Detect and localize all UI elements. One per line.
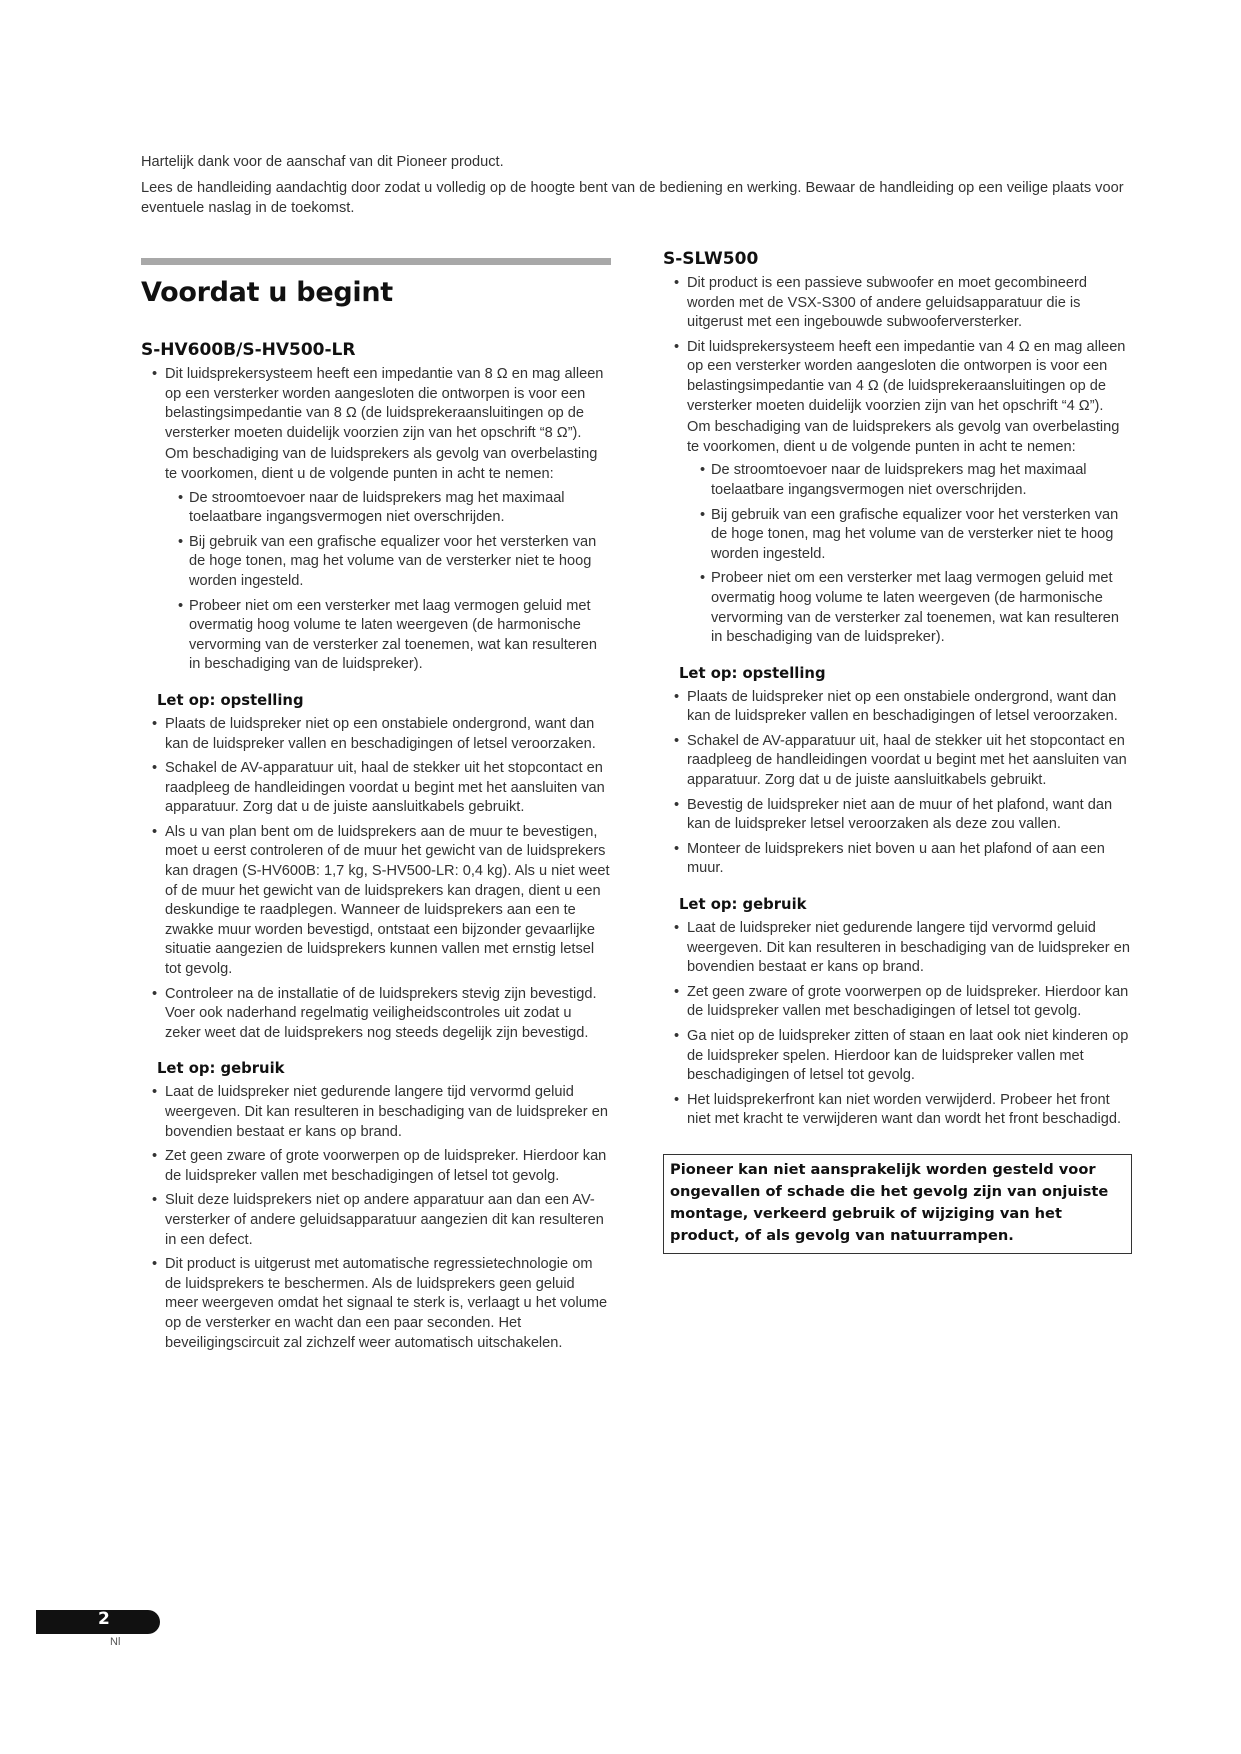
impedance-text: Dit luidsprekersysteem heeft een impedantie van 8 Ω en mag alleen op een versterker worden aangesloten die ontworpen is voor een belastingsimpedantie van 8 Ω (de luidsprekeraansluitingen op de versterker moeten duidelijk voorzien zijn van het opschrift “8 Ω”). xyxy=(165,366,604,441)
model-title-right: S-SLW500 xyxy=(663,249,759,269)
list-item: • Probeer niet om een versterker met laag vermogen geluid met overmatig hoog volume te laten weergeven (de harmonische vervorming van de versterker zal toenemen, wat kan resulteren in beschadiging van de luidspreker). xyxy=(149,597,611,675)
list-item: • Het luidsprekerfront kan niet worden verwijderd. Probeer het front niet met kracht te verwijderen want dan wordt het front beschadigd. xyxy=(663,1091,1133,1130)
list-item: • Plaats de luidspreker niet op een onstabiele ondergrond, want dan kan de luidspreker vallen en beschadigingen of letsel veroorzaken. xyxy=(663,688,1133,727)
overload-list xyxy=(671,461,1133,647)
liability-warning-box: Pioneer kan niet aansprakelijk worden gesteld voor ongevallen of schade die het gevolg zijn van onjuiste montage, verkeerd gebruik of wijziging van het product, of als gevolg van natuurrampen. xyxy=(663,1154,1132,1254)
list-item: • Controleer na de installatie of de luidsprekers stevig zijn bevestigd. Voer ook naderhand regelmatig veiligheidscontroles uit zodat u zeker weet dat de luidsprekers nog steeds degelijk zijn bevestigd. xyxy=(141,985,611,1044)
use-list-right xyxy=(663,919,1133,1130)
list-item: • Schakel de AV-apparatuur uit, haal de stekker uit het stopcontact en raadpleeg de handleidingen voordat u begint met het aansluiten van apparatuur. Zorg dat u de juiste aansluitkabels gebruikt. xyxy=(663,732,1133,791)
impedance-text: Dit luidsprekersysteem heeft een impedantie van 4 Ω en mag alleen op een versterker worden aangesloten die ontworpen is voor een belastingsimpedantie van 4 Ω (de luidsprekeraansluitingen op de versterker moeten duidelijk voorzien zijn van het opschrift “4 Ω”). xyxy=(687,338,1126,414)
intro-thanks: Hartelijk dank voor de aanschaf van dit Pioneer product. xyxy=(141,154,504,170)
list-item: • Monteer de luidsprekers niet boven u aan het plafond of aan een muur. xyxy=(663,840,1133,879)
overload-intro: Om beschadiging van de luidsprekers als gevolg van overbelasting te voorkomen, dient u de volgende punten in acht te nemen: xyxy=(687,419,1120,455)
right-intro-list xyxy=(663,274,1133,648)
right-column xyxy=(663,248,1133,1254)
list-item: • Laat de luidspreker niet gedurende langere tijd vervormd geluid weergeven. Dit kan resulteren in beschadiging van de luidspreker en bovendien bestaat er kans op brand. xyxy=(141,1083,611,1142)
list-item: • Laat de luidspreker niet gedurende langere tijd vervormd geluid weergeven. Dit kan resulteren in beschadiging van de luidspreker en bovendien bestaat er kans op brand. xyxy=(663,919,1133,978)
list-item: • Zet geen zware of grote voorwerpen op de luidspreker. Hierdoor kan de luidspreker vallen met beschadigingen of letsel tot gevolg. xyxy=(141,1147,611,1186)
page-number: 2 xyxy=(98,1609,110,1629)
list-item: • Bij gebruik van een grafische equalizer voor het versterken van de hoge tonen, mag het volume van de versterker niet te hoog worden ingesteld. xyxy=(149,533,611,592)
list-item: • Bevestig de luidspreker niet aan de muur of het plafond, want dan kan de luidspreker letsel veroorzaken als deze zou vallen. xyxy=(663,796,1133,835)
setup-heading-left: Let op: opstelling xyxy=(157,691,304,709)
list-item: • Dit product is een passieve subwoofer en moet gecombineerd worden met de VSX-S300 of andere geluidsapparatuur die is uitgerust met een ingebouwde subwooferversterker. xyxy=(663,274,1133,333)
left-intro-list xyxy=(141,365,611,675)
list-item: • Ga niet op de luidspreker zitten of staan en laat ook niet kinderen op de luidspreker spelen. Hierdoor kan de luidspreker vallen met beschadigingen of letsel tot gevolg. xyxy=(663,1027,1133,1086)
list-item xyxy=(141,365,611,675)
setup-heading-right: Let op: opstelling xyxy=(679,664,826,682)
list-item: • Dit product is uitgerust met automatische regressietechnologie om de luidsprekers te beschermen. Als de luidsprekers geen geluid meer weergeven omdat het signaal te sterk is, verlaagt u het volume op de versterker en wacht dan een paar seconden. Het beveiligingscircuit zal zichzelf weer automatisch uitschakelen. xyxy=(141,1255,611,1353)
use-heading-left: Let op: gebruik xyxy=(157,1060,285,1078)
list-item: • Als u van plan bent om de luidsprekers aan de muur te bevestigen, moet u eerst controleren of de muur het gewicht van de luidsprekers kan dragen (S-HV600B: 1,7 kg, S-HV500-LR: 0,4 kg). Als u niet weet of de muur het gewicht van de luidsprekers kan dragen, dient u een deskundige te raadplegen. Wanneer de luidsprekers aan een te zwakke muur worden bevestigd, ontstaat een bijzonder gevaarlijke situatie aangezien de luidsprekers kunnen vallen met ernstig letsel tot gevolg. xyxy=(141,823,611,980)
list-item xyxy=(663,338,1133,648)
overload-list xyxy=(149,489,611,675)
setup-list-left xyxy=(141,715,611,1044)
use-list-left xyxy=(141,1083,611,1353)
use-heading-right: Let op: gebruik xyxy=(679,896,807,914)
model-title-left: S-HV600B/S-HV500-LR xyxy=(141,340,356,360)
list-item: • Bij gebruik van een grafische equalizer voor het versterken van de hoge tonen, mag het volume van de versterker niet te hoog worden ingesteld. xyxy=(671,506,1133,565)
intro xyxy=(141,152,1131,224)
list-item: • De stroomtoevoer naar de luidsprekers mag het maximaal toelaatbare ingangsvermogen niet overschrijden. xyxy=(671,461,1133,500)
overload-intro: Om beschadiging van de luidsprekers als gevolg van overbelasting te voorkomen, dient u de volgende punten in acht te nemen: xyxy=(165,446,598,482)
list-item: • Zet geen zware of grote voorwerpen op de luidspreker. Hierdoor kan de luidspreker vallen met beschadigingen of letsel tot gevolg. xyxy=(663,983,1133,1022)
setup-list-right xyxy=(663,688,1133,879)
list-item: • Plaats de luidspreker niet op een onstabiele ondergrond, want dan kan de luidspreker vallen en beschadigingen of letsel veroorzaken. xyxy=(141,715,611,754)
list-item: • Sluit deze luidsprekers niet op andere apparatuur aan dan een AV-versterker of andere geluidsapparatuur aangezien dit kan resulteren in een defect. xyxy=(141,1191,611,1250)
section-divider xyxy=(141,258,611,265)
page-language: Nl xyxy=(110,1636,121,1648)
list-item: • De stroomtoevoer naar de luidsprekers mag het maximaal toelaatbare ingangsvermogen niet overschrijden. xyxy=(149,489,611,528)
left-column xyxy=(141,258,611,1358)
list-item: • Schakel de AV-apparatuur uit, haal de stekker uit het stopcontact en raadpleeg de handleidingen voordat u begint met het aansluiten van apparatuur. Zorg dat u de juiste aansluitkabels gebruikt. xyxy=(141,759,611,818)
section-title: Voordat u begint xyxy=(141,277,393,308)
intro-read-manual: Lees de handleiding aandachtig door zodat u volledig op de hoogte bent van de bediening en werking. Bewaar de handleiding op een veilige plaats voor eventuele naslag in de toekomst. xyxy=(141,180,1124,216)
list-item: • Probeer niet om een versterker met laag vermogen geluid met overmatig hoog volume te laten weergeven (de harmonische vervorming van de versterker zal toenemen, wat kan resulteren in beschadiging van de luidspreker). xyxy=(671,569,1133,647)
